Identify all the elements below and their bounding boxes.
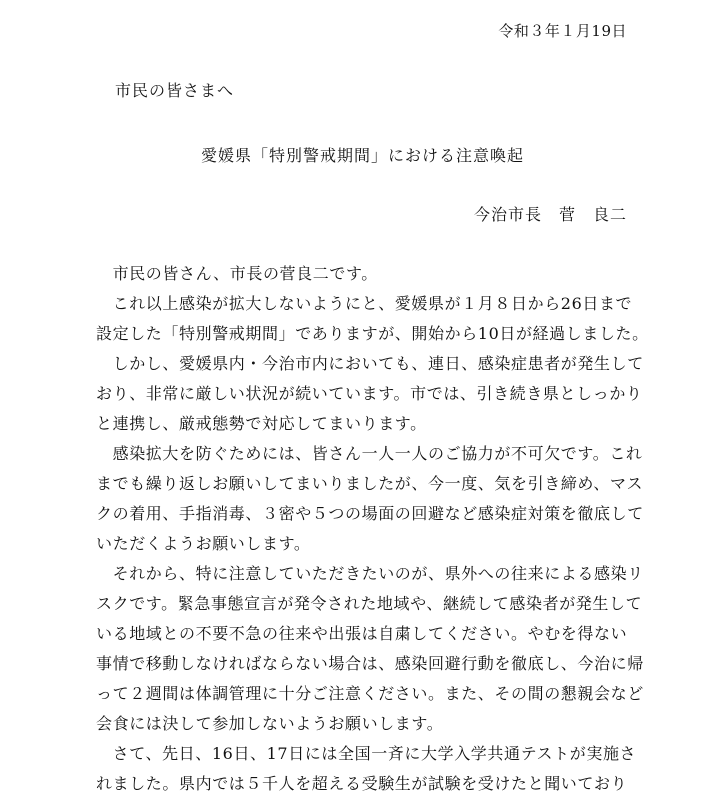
body-line: さて、先日、16日、17日には全国一斉に大学入学共通テストが実施さ [96,744,637,763]
body-line: 会食には決して参加しないようお願いします。 [96,714,444,733]
body-text [96,259,649,799]
addressee: 市民の皆さまへ [115,81,235,100]
body-line: れました。県内では５千人を超える受験生が試験を受けたと聞いており [96,774,628,793]
body-line: スクです。緊急事態宣言が発令された地域や、継続して感染者が発生して [96,594,643,613]
body-line: これ以上感染が拡大しないようにと、愛媛県が１月８日から26日まで [96,294,633,313]
body-line: までも繰り返しお願いしてまいりましたが、今一度、気を引き締め、マス [96,474,644,493]
body-line: と連携し、厳戒態勢で対応してまいります。 [96,414,427,433]
body-line: 事情で移動しなければならない場合は、感染回避行動を徹底し、今治に帰 [96,654,644,673]
body-line: いただくようお願いします。 [96,534,311,553]
document-date: 令和３年１月19日 [498,22,627,40]
body-line: 市民の皆さん、市長の菅良二です。 [96,264,378,283]
author-signature: 今治市長 菅 良二 [473,205,627,224]
body-line: いる地域との不要不急の往来や出張は自粛してください。やむを得ない [96,624,628,643]
body-line: クの着用、手指消毒、３密や５つの場面の回避など感染症対策を徹底して [96,504,644,523]
body-line: おり、非常に厳しい状況が続いています。市では、引き続き県としっかり [96,384,643,403]
body-line: って２週間は体調管理に十分ご注意ください。また、その間の懇親会など [96,684,644,703]
body-line: それから、特に注意していただきたいのが、県外への往来による感染リ [96,564,644,583]
body-line: しかし、愛媛県内・今治市内においても、連日、感染症患者が発生して [96,354,644,373]
body-line: 設定した「特別警戒期間」でありますが、開始から10日が経過しました。 [96,324,649,343]
document-title: 愛媛県「特別警戒期間」における注意喚起 [200,146,524,165]
body-line: 感染拡大を防ぐためには、皆さん一人一人のご協力が不可欠です。これ [96,444,643,463]
